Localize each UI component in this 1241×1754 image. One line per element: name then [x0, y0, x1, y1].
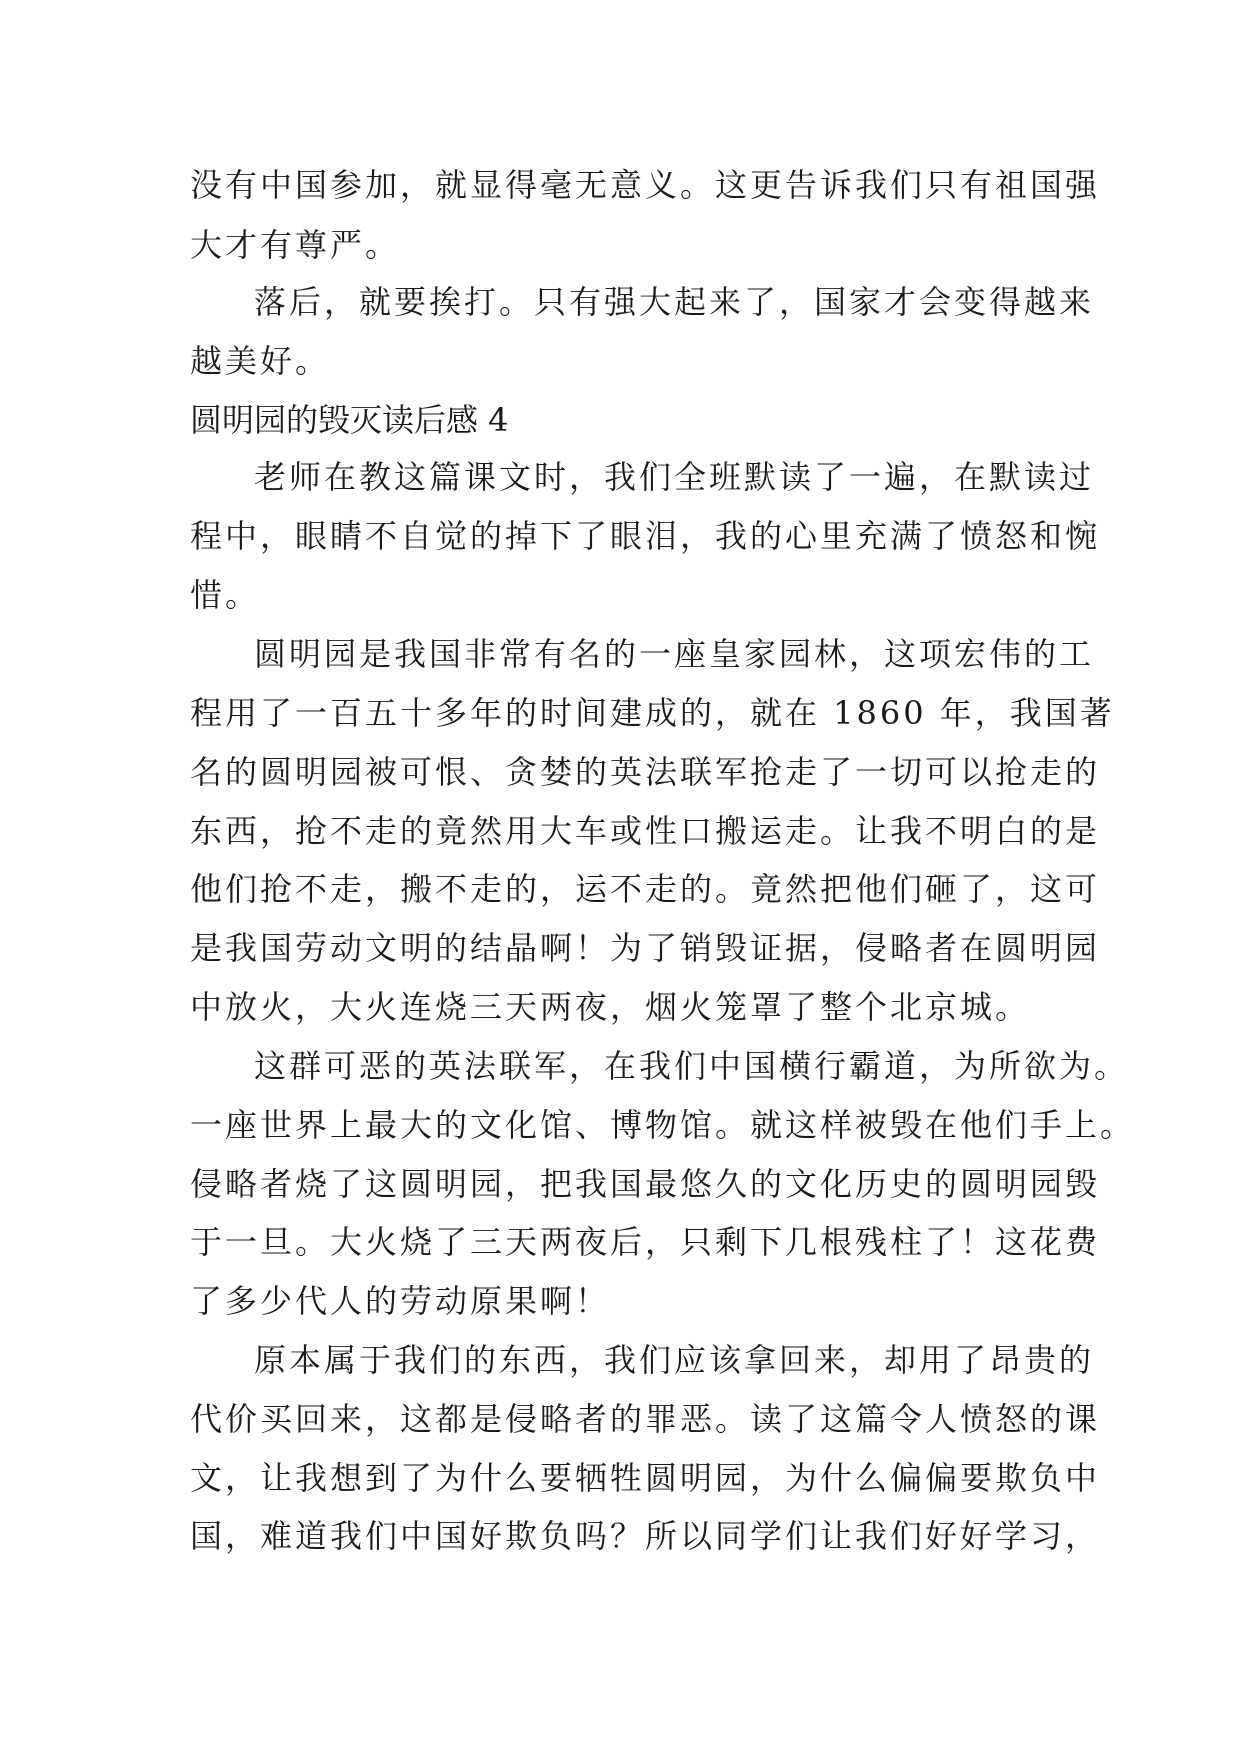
- text-line: 原本属于我们的东西，我们应该拿回来，却用了昂贵的: [254, 1341, 1095, 1379]
- text-line: 惜。: [190, 576, 261, 614]
- text-line: 名的圆明园被可恨、贪婪的英法联军抢走了一切可以抢走的: [190, 753, 1101, 791]
- text-line: 东西，抢不走的竟然用大车或性口搬运走。让我不明白的是: [190, 812, 1101, 850]
- text-line: 侵略者烧了这圆明园，把我国最悠久的文化历史的圆明园毁: [190, 1165, 1101, 1203]
- text-line: 程中，眼睛不自觉的掉下了眼泪，我的心里充满了愤怒和惋: [190, 517, 1101, 555]
- section-heading: 圆明园的毁灭读后感 4: [190, 401, 509, 439]
- text-line: 圆明园是我国非常有名的一座皇家园林，这项宏伟的工: [254, 635, 1095, 673]
- text-line: 大才有尊严。: [190, 226, 401, 264]
- text-line: 越美好。: [190, 342, 331, 380]
- text-line: 他们抢不走，搬不走的，运不走的。竟然把他们砸了，这可: [190, 870, 1101, 908]
- text-line: 落后，就要挨打。只有强大起来了，国家才会变得越来: [254, 283, 1095, 321]
- text-line: 没有中国参加，就显得毫无意义。这更告诉我们只有祖国强: [190, 166, 1101, 204]
- text-line: 程用了一百五十多年的时间建成的，就在 1860 年，我国著: [190, 694, 1115, 732]
- text-line: 国，难道我们中国好欺负吗？所以同学们让我们好好学习，: [190, 1517, 1101, 1555]
- text-line: 一座世界上最大的文化馆、博物馆。就这样被毁在他们手上。: [190, 1106, 1136, 1144]
- text-line: 老师在教这篇课文时，我们全班默读了一遍，在默读过: [254, 458, 1095, 496]
- text-line: 于一旦。大火烧了三天两夜后，只剩下几根残柱了！这花费: [190, 1223, 1101, 1261]
- text-line: 这群可恶的英法联军，在我们中国横行霸道，为所欲为。: [254, 1047, 1130, 1085]
- text-line: 文，让我想到了为什么要牺牲圆明园，为什么偏偏要欺负中: [190, 1459, 1101, 1497]
- text-line: 代价买回来，这都是侵略者的罪恶。读了这篇令人愤怒的课: [190, 1400, 1101, 1438]
- text-line: 是我国劳动文明的结晶啊！为了销毁证据，侵略者在圆明园: [190, 929, 1101, 967]
- text-line: 中放火，大火连烧三天两夜，烟火笼罩了整个北京城。: [190, 988, 1031, 1026]
- text-line: 了多少代人的劳动原果啊！: [190, 1282, 611, 1320]
